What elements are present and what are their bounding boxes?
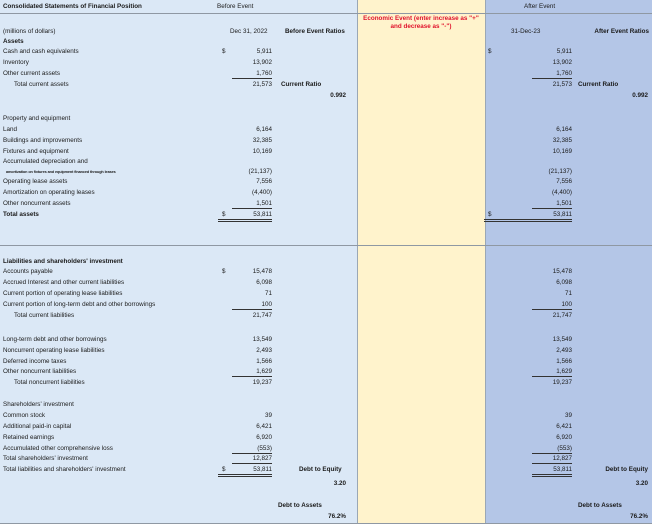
debt-to-equity-before: 3.20 [333,480,346,487]
row-label: Deferred income taxes [3,358,67,365]
row-label: Total current liabilities [14,312,75,319]
row-label: Other noncurrent assets [3,200,71,207]
row-label: Current portion of operating lease liabilities [3,290,123,297]
row-label: Total assets [3,211,39,218]
ratios-before-header: Before Event Ratios [285,28,345,35]
value-before: 71 [264,290,272,297]
row-label: Noncurrent operating lease liabilities [3,347,105,354]
value-before: 6,920 [256,434,272,441]
dollar-sign: $ [222,48,226,55]
value-after: 1,501 [532,200,572,209]
dollar-sign: $ [222,268,226,275]
economic-event-header-2: and decrease as "-") [390,23,452,30]
dollar-sign: $ [222,466,226,473]
value-before: (4,400) [252,189,272,196]
column-divider [357,0,358,524]
row-label: Total shareholders' investment [3,455,88,462]
row-label: Additional paid-in capital [3,423,72,430]
value-before: 53,811 [218,211,272,222]
date-after: 31-Dec-23 [511,28,541,35]
row-label: Total current assets [14,81,69,88]
value-after: 13,902 [552,59,572,66]
dollar-sign: $ [488,48,492,55]
header-divider [0,13,652,14]
value-before: 10,169 [252,148,272,155]
economic-event-header: Economic Event (enter increase as "+" [363,15,479,22]
value-before: 1,501 [232,200,272,209]
value-after: 15,478 [552,268,572,275]
value-before: 6,164 [256,126,272,133]
row-label: Amortization on operating leases [3,189,95,196]
row-label: Fixtures and equipment [3,148,69,155]
row-label: Accumulated depreciation and [3,158,88,165]
value-before: 15,478 [252,268,272,275]
value-before: 32,385 [252,137,272,144]
value-after: 21,573 [552,81,572,88]
value-before: 12,827 [232,455,272,464]
debt-to-assets-label: Debt to Assets [578,502,622,509]
value-after: (553) [532,445,572,454]
value-before: 7,556 [256,178,272,185]
liabilities-heading: Liabilities and shareholders' investment [3,258,123,265]
row-label: Inventory [3,59,29,66]
value-after: 6,164 [556,126,572,133]
equity-heading: Shareholders' investment [3,401,74,408]
debt-to-equity-label: Debt to Equity [299,466,342,473]
value-after: 32,385 [552,137,572,144]
debt-to-equity-label: Debt to Equity [605,466,648,473]
before-event-header: Before Event [217,3,254,10]
ratios-after-header: After Event Ratios [594,28,649,35]
value-after: 19,237 [552,379,572,386]
section-divider [0,245,652,246]
dollar-sign: $ [222,211,226,218]
row-label: Common stock [3,412,45,419]
value-before: (21,137) [248,168,272,175]
row-label: Long-term debt and other borrowings [3,336,107,343]
value-before: (553) [232,445,272,454]
value-after: (21,137) [548,168,572,175]
value-before: 1,760 [232,70,272,79]
value-before: 39 [264,412,272,419]
row-label: Cash and cash equivalents [3,48,79,55]
value-after: 6,421 [556,423,572,430]
value-after: 71 [564,290,572,297]
value-after: 7,556 [556,178,572,185]
value-after: 10,169 [552,148,572,155]
value-before: 21,573 [252,81,272,88]
value-before: 6,098 [256,279,272,286]
value-after: 53,811 [532,466,572,477]
value-before: 13,549 [252,336,272,343]
value-before: 5,911 [256,48,272,55]
value-before: 6,421 [256,423,272,430]
value-before: 1,629 [232,368,272,377]
value-after: 100 [532,301,572,310]
value-after: 2,493 [556,347,572,354]
current-ratio-before: 0.992 [330,92,346,99]
current-ratio-label: Current Ratio [578,81,619,88]
units-label: (millions of dollars) [3,28,56,35]
column-divider [485,0,486,524]
ppe-heading: Property and equipment [3,115,71,122]
value-after: 6,098 [556,279,572,286]
value-after: 53,811 [484,211,572,222]
value-after: 1,629 [532,368,572,377]
value-before: 19,237 [252,379,272,386]
row-label: Current portion of long-term debt and other borrowings [3,301,156,308]
row-label: Buildings and improvements [3,137,83,144]
date-before: Dec 31, 2022 [230,28,268,35]
dollar-sign: $ [488,211,492,218]
value-before: 100 [232,301,272,310]
value-before: 2,493 [256,347,272,354]
row-label: Other current assets [3,70,61,77]
value-after: 1,566 [556,358,572,365]
row-label: Accumulated other comprehensive loss [3,445,113,452]
debt-to-equity-after: 3.20 [635,480,648,487]
value-after: 39 [564,412,572,419]
value-before: 13,902 [252,59,272,66]
debt-to-assets-label: Debt to Assets [278,502,322,509]
row-label: Total noncurrent liabilities [14,379,85,386]
debt-to-assets-after: 76.2% [630,513,648,520]
current-ratio-after: 0.992 [632,92,648,99]
value-after: 13,549 [552,336,572,343]
row-label: Total liabilities and shareholders' investment [3,466,126,473]
value-after: 5,911 [556,48,572,55]
current-ratio-label: Current Ratio [281,81,322,88]
debt-to-assets-before: 76.2% [328,513,346,520]
assets-heading: Assets [3,38,24,45]
row-label: Other noncurrent liabilities [3,368,77,375]
value-after: (4,400) [552,189,572,196]
row-label: Operating lease assets [3,178,68,185]
after-event-header: After Event [524,3,556,10]
row-label: Land [3,126,18,133]
row-label: Accounts payable [3,268,53,275]
row-label: Accrued Interest and other current liabilities [3,279,125,286]
row-label: amortization on fixtures and equipment financed through leases [6,170,116,174]
economic-event-column[interactable] [357,0,485,524]
value-after: 1,760 [532,70,572,79]
sheet-title: Consolidated Statements of Financial Position [3,3,142,10]
value-before: 53,811 [218,466,272,477]
value-before: 1,566 [256,358,272,365]
row-label: Retained earnings [3,434,55,441]
value-before: 21,747 [252,312,272,319]
value-after: 6,920 [556,434,572,441]
value-after: 12,827 [532,455,572,464]
value-after: 21,747 [552,312,572,319]
